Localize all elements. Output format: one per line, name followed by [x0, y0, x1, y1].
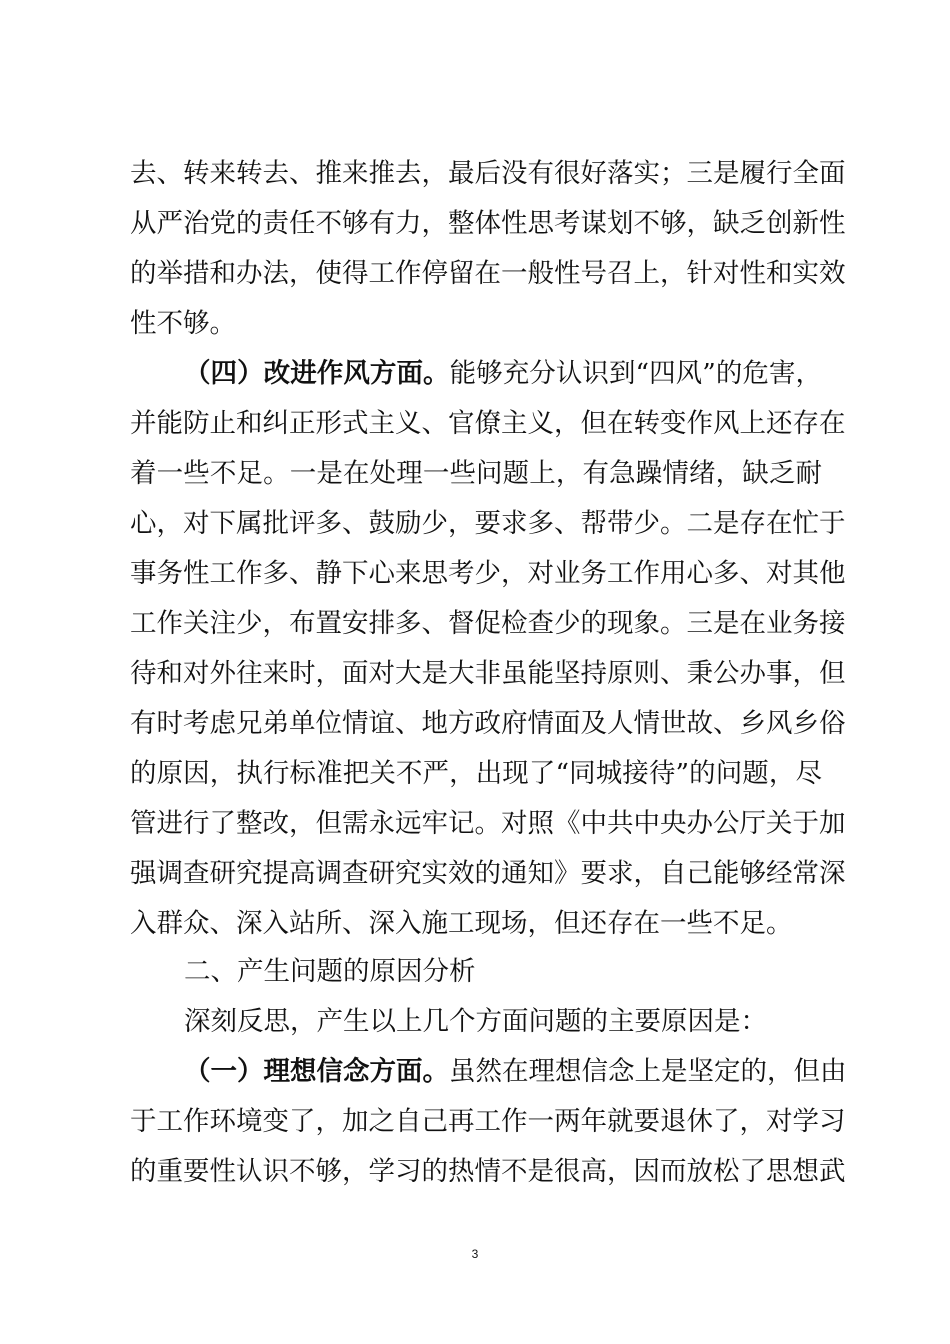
- paragraph-line: 于工作环境变了，加之自己再工作一两年就要退休了，对学习: [130, 1106, 846, 1137]
- paragraph-line: 强调查研究提高调查研究实效的通知》要求，自己能够经常深: [130, 858, 846, 889]
- intro-paragraph: 深刻反思，产生以上几个方面问题的主要原因是：: [184, 1006, 767, 1037]
- paragraph-line: 着一些不足。一是在处理一些问题上，有急躁情绪，缺乏耐: [130, 458, 822, 489]
- paragraph-line: 的举措和办法，使得工作停留在一般性号召上，针对性和实效: [130, 258, 846, 289]
- paragraph-line: 事务性工作多、静下心来思考少，对业务工作用心多、对其他: [130, 558, 846, 589]
- section-one-first-line: [184, 1052, 847, 1092]
- paragraph-line: 的重要性认识不够，学习的热情不是很高，因而放松了思想武: [130, 1156, 846, 1187]
- paragraph-line: 有时考虑兄弟单位情谊、地方政府情面及人情世故、乡风乡俗: [130, 708, 846, 739]
- paragraph-line: 从严治党的责任不够有力，整体性思考谋划不够，缺乏创新性: [130, 208, 846, 239]
- section-four-first-line-text: 能够充分认识到“四风”的危害，: [449, 358, 822, 389]
- section-one-title: （一）理想信念方面。: [184, 1056, 449, 1087]
- paragraph-line: 去、转来转去、推来推去，最后没有很好落实；三是履行全面: [130, 158, 846, 189]
- paragraph-line: 并能防止和纠正形式主义、官僚主义，但在转变作风上还存在: [130, 408, 846, 439]
- paragraph-line: 性不够。: [130, 308, 236, 339]
- section-one-first-line-text: 虽然在理想信念上是坚定的，但由: [449, 1056, 847, 1087]
- section-four-title: （四）改进作风方面。: [184, 358, 450, 389]
- paragraph-line: 管进行了整改，但需永远牢记。对照《中共中央办公厅关于加: [130, 808, 846, 839]
- page-number: 3: [471, 1247, 479, 1261]
- section-heading: 二、产生问题的原因分析: [184, 956, 476, 987]
- paragraph-line: 工作关注少，布置安排多、督促检查少的现象。三是在业务接: [130, 608, 846, 639]
- paragraph-line: 待和对外往来时，面对大是大非虽能坚持原则、秉公办事，但: [130, 658, 846, 689]
- paragraph-line: 入群众、深入站所、深入施工现场，但还存在一些不足。: [130, 908, 793, 939]
- section-four-first-line: [184, 354, 822, 394]
- paragraph-line: 心，对下属批评多、鼓励少，要求多、帮带少。二是存在忙于: [130, 508, 846, 539]
- paragraph-line: 的原因，执行标准把关不严，出现了“同城接待”的问题，尽: [130, 758, 822, 789]
